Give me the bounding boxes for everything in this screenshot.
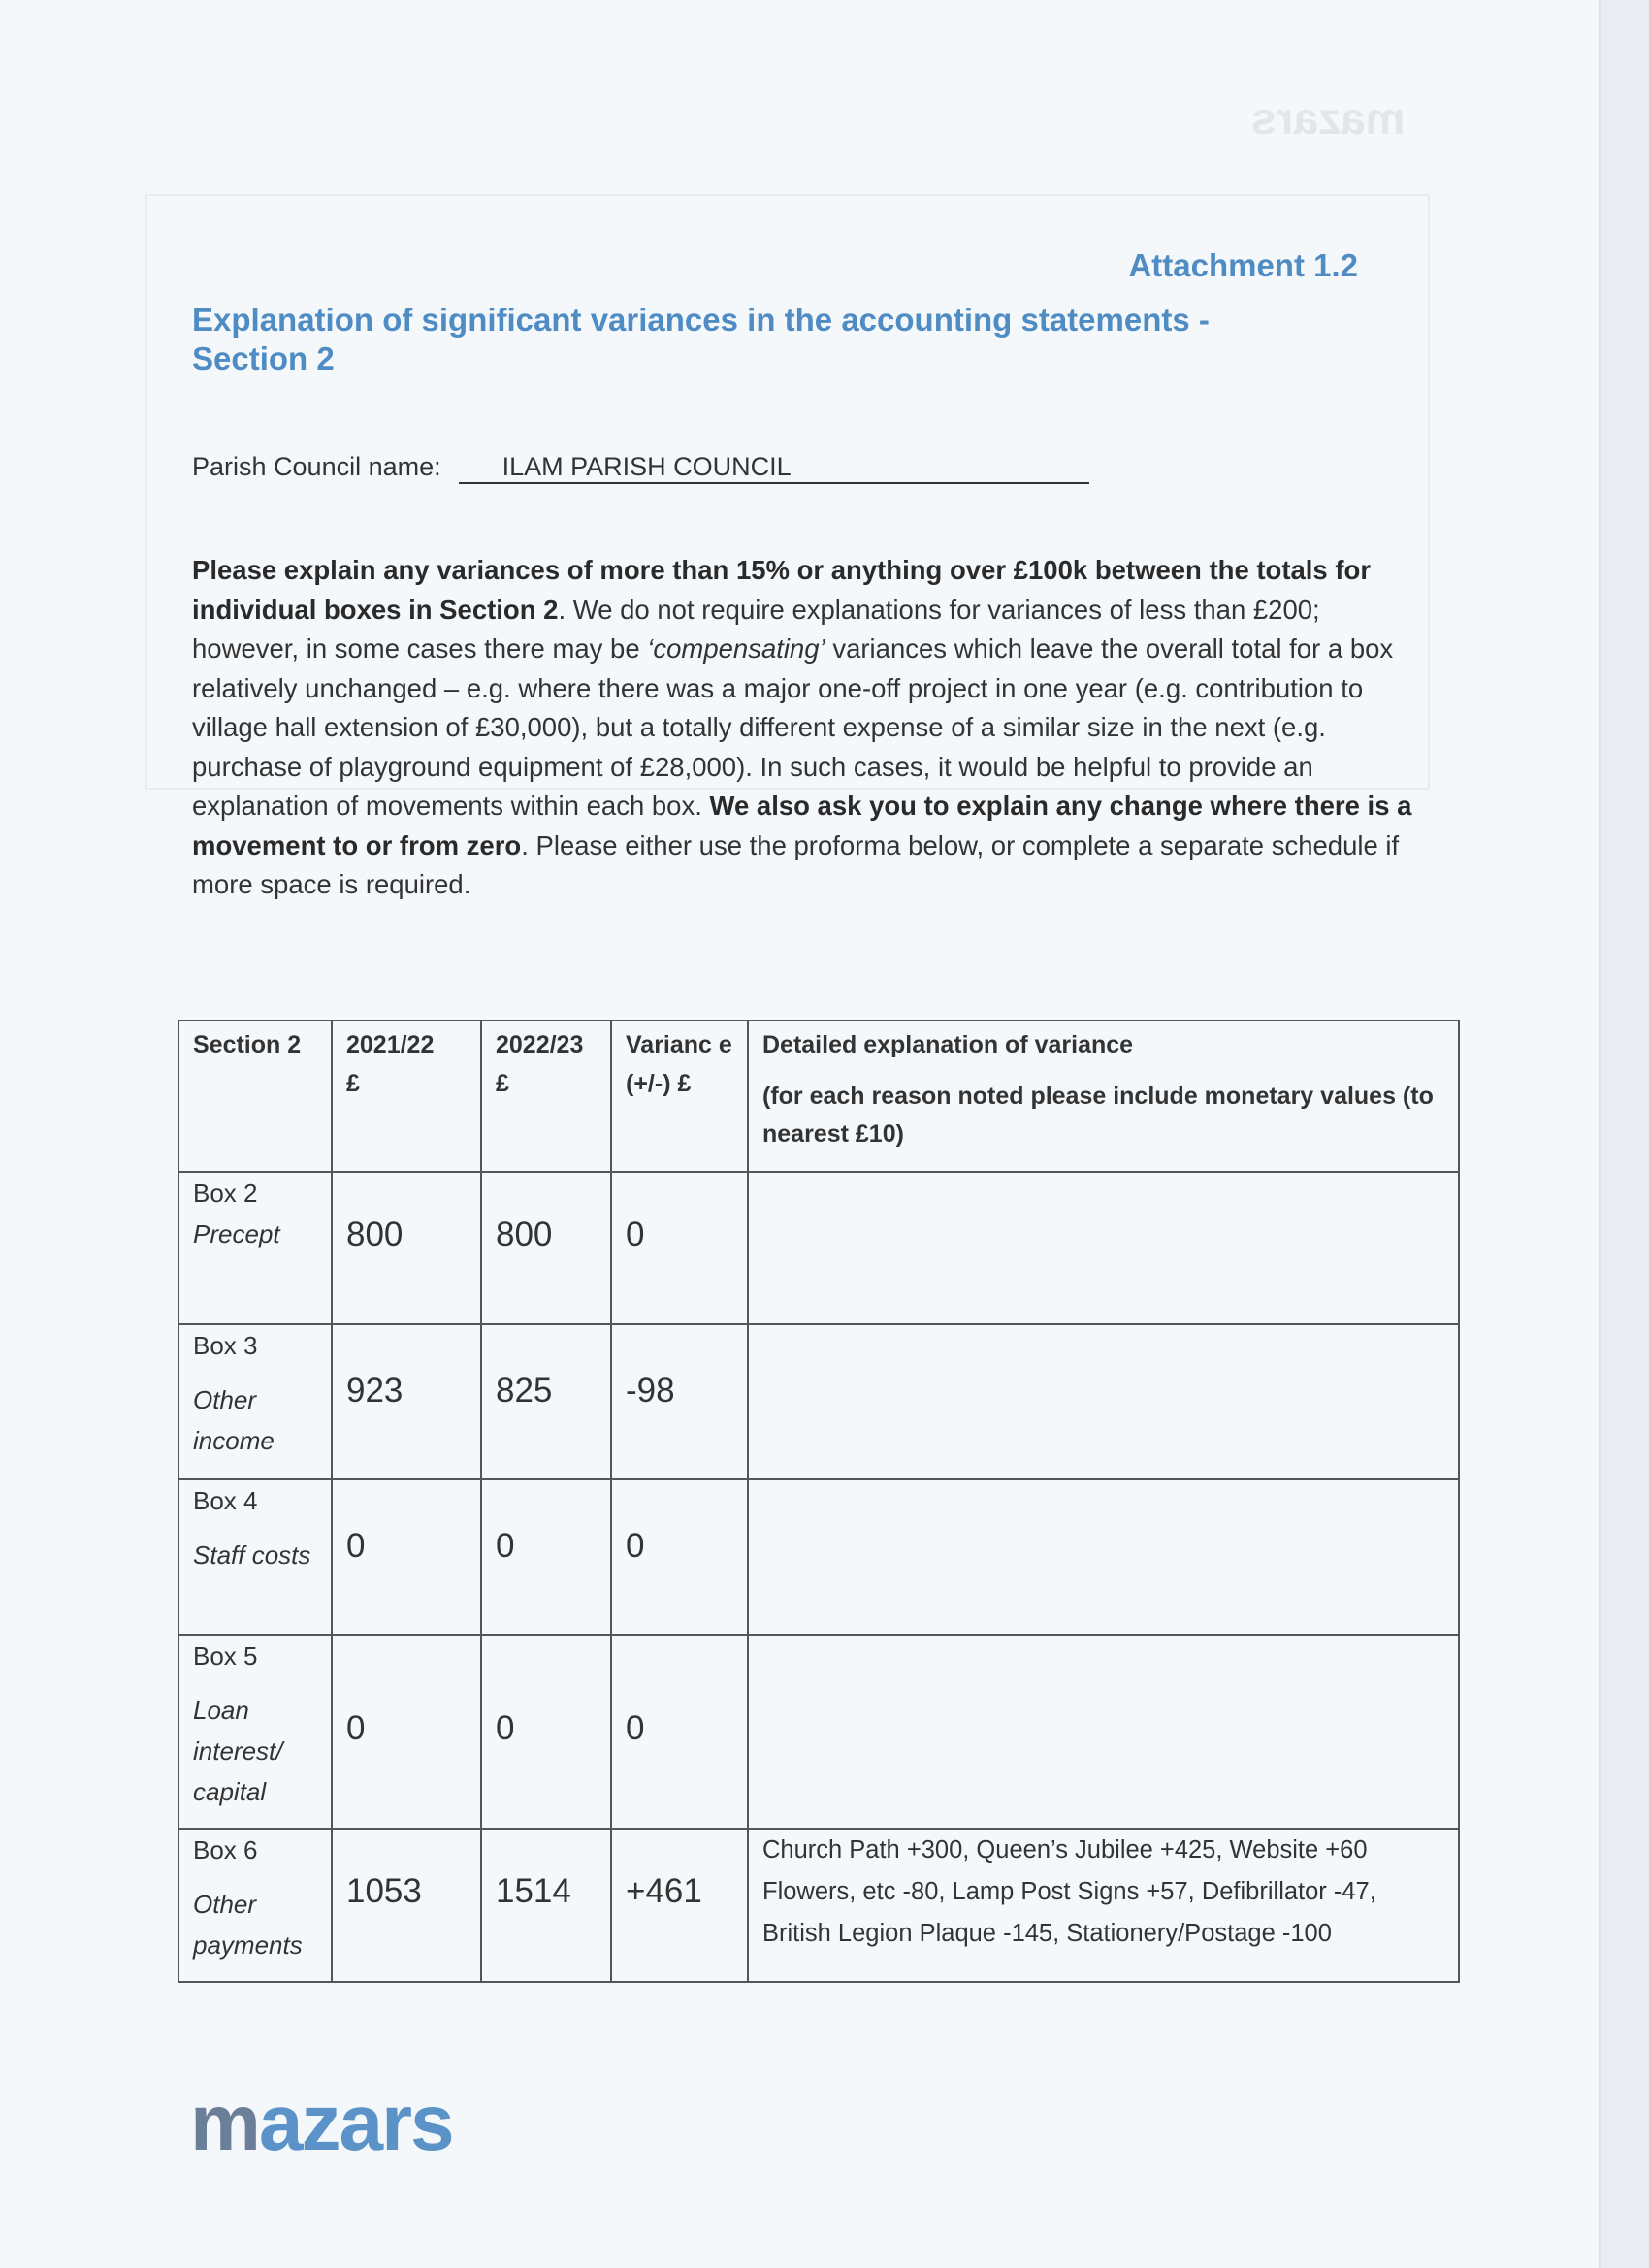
explanation-cell[interactable] xyxy=(748,1635,1459,1829)
instructions-text-1: . We do not require explanations for variances of less than £200; however, in some cases there may be xyxy=(192,594,1320,664)
row-label: Box 4 Staff costs xyxy=(178,1479,332,1635)
instructions-text-3: . Please either use the proforma below, or complete a separate schedule if more space is required. xyxy=(192,829,1400,899)
table-row xyxy=(178,1829,1459,1982)
bleed-through-logo: mazars xyxy=(1251,93,1406,144)
table-row xyxy=(178,1635,1459,1829)
value-2021-22: 0 xyxy=(332,1635,481,1829)
table-row xyxy=(178,1479,1459,1635)
explanation-cell[interactable] xyxy=(748,1324,1459,1479)
page-title: Explanation of significant variances in the accounting statements - Section 2 xyxy=(192,302,1210,376)
mazars-logo: mazars xyxy=(190,2079,453,2167)
attachment-label: Attachment 1.2 xyxy=(1128,247,1358,283)
value-2021-22: 923 xyxy=(332,1324,481,1479)
row-label: Box 2 Precept xyxy=(178,1172,332,1324)
value-2022-23: 1514 xyxy=(481,1829,611,1982)
col-header-section: Section 2 xyxy=(178,1021,332,1172)
explanation-cell[interactable] xyxy=(748,1172,1459,1324)
instructions-italic: ‘compensating’ xyxy=(647,633,825,664)
value-variance: 0 xyxy=(611,1635,748,1829)
council-name-field xyxy=(192,452,1089,484)
instructions-paragraph xyxy=(192,551,1424,905)
value-2022-23: 0 xyxy=(481,1479,611,1635)
table-header-row xyxy=(178,1021,1459,1172)
col-header-variance: Varianc e (+/-) £ xyxy=(611,1021,748,1172)
value-2022-23: 0 xyxy=(481,1635,611,1829)
row-label: Box 6 Other payments xyxy=(178,1829,332,1982)
value-variance: 0 xyxy=(611,1479,748,1635)
council-name-label: Parish Council name: xyxy=(192,452,441,481)
table-row xyxy=(178,1324,1459,1479)
value-variance: 0 xyxy=(611,1172,748,1324)
value-variance: +461 xyxy=(611,1829,748,1982)
explanation-cell[interactable] xyxy=(748,1479,1459,1635)
col-header-2022-23: 2022/23 £ xyxy=(481,1021,611,1172)
table-row xyxy=(178,1172,1459,1324)
council-name-value: ILAM PARISH COUNCIL xyxy=(459,452,1089,484)
row-label: Box 5 Loan interest/ capital xyxy=(178,1635,332,1829)
explanation-cell[interactable]: Church Path +300, Queen’s Jubilee +425, Website +60 Flowers, etc -80, Lamp Post Signs +57, Defibrillator -47, British Legion Plaque -145, Stationery/Postage -100 xyxy=(748,1829,1459,1982)
value-2021-22: 0 xyxy=(332,1479,481,1635)
value-2021-22: 1053 xyxy=(332,1829,481,1982)
value-variance: -98 xyxy=(611,1324,748,1479)
scanner-edge xyxy=(1599,0,1649,2268)
col-header-2021-22: 2021/22 £ xyxy=(332,1021,481,1172)
instructions-bold-1: Please explain any variances of more than 15% or anything over £100k between the totals for individual boxes in Section 2 xyxy=(192,555,1372,625)
variance-table xyxy=(178,1020,1460,1983)
instructions-bold-2: We also ask you to explain any change where there is a movement to or from zero xyxy=(192,791,1412,860)
row-label: Box 3 Other income xyxy=(178,1324,332,1479)
col-header-explanation: Detailed explanation of variance (for each reason noted please include monetary values (to nearest £10) xyxy=(748,1021,1459,1172)
value-2022-23: 825 xyxy=(481,1324,611,1479)
instructions-text-2: variances which leave the overall total for a box relatively unchanged – e.g. where there was a major one-off project in one year (e.g. contribution to village hall extension of £30,000), but a totally different expense of a similar size in the next (e.g. purchase of playground equipment of £28,000). In such cases, it would be helpful to provide an explanation of movements within each box. xyxy=(192,633,1394,821)
value-2022-23: 800 xyxy=(481,1172,611,1324)
value-2021-22: 800 xyxy=(332,1172,481,1324)
